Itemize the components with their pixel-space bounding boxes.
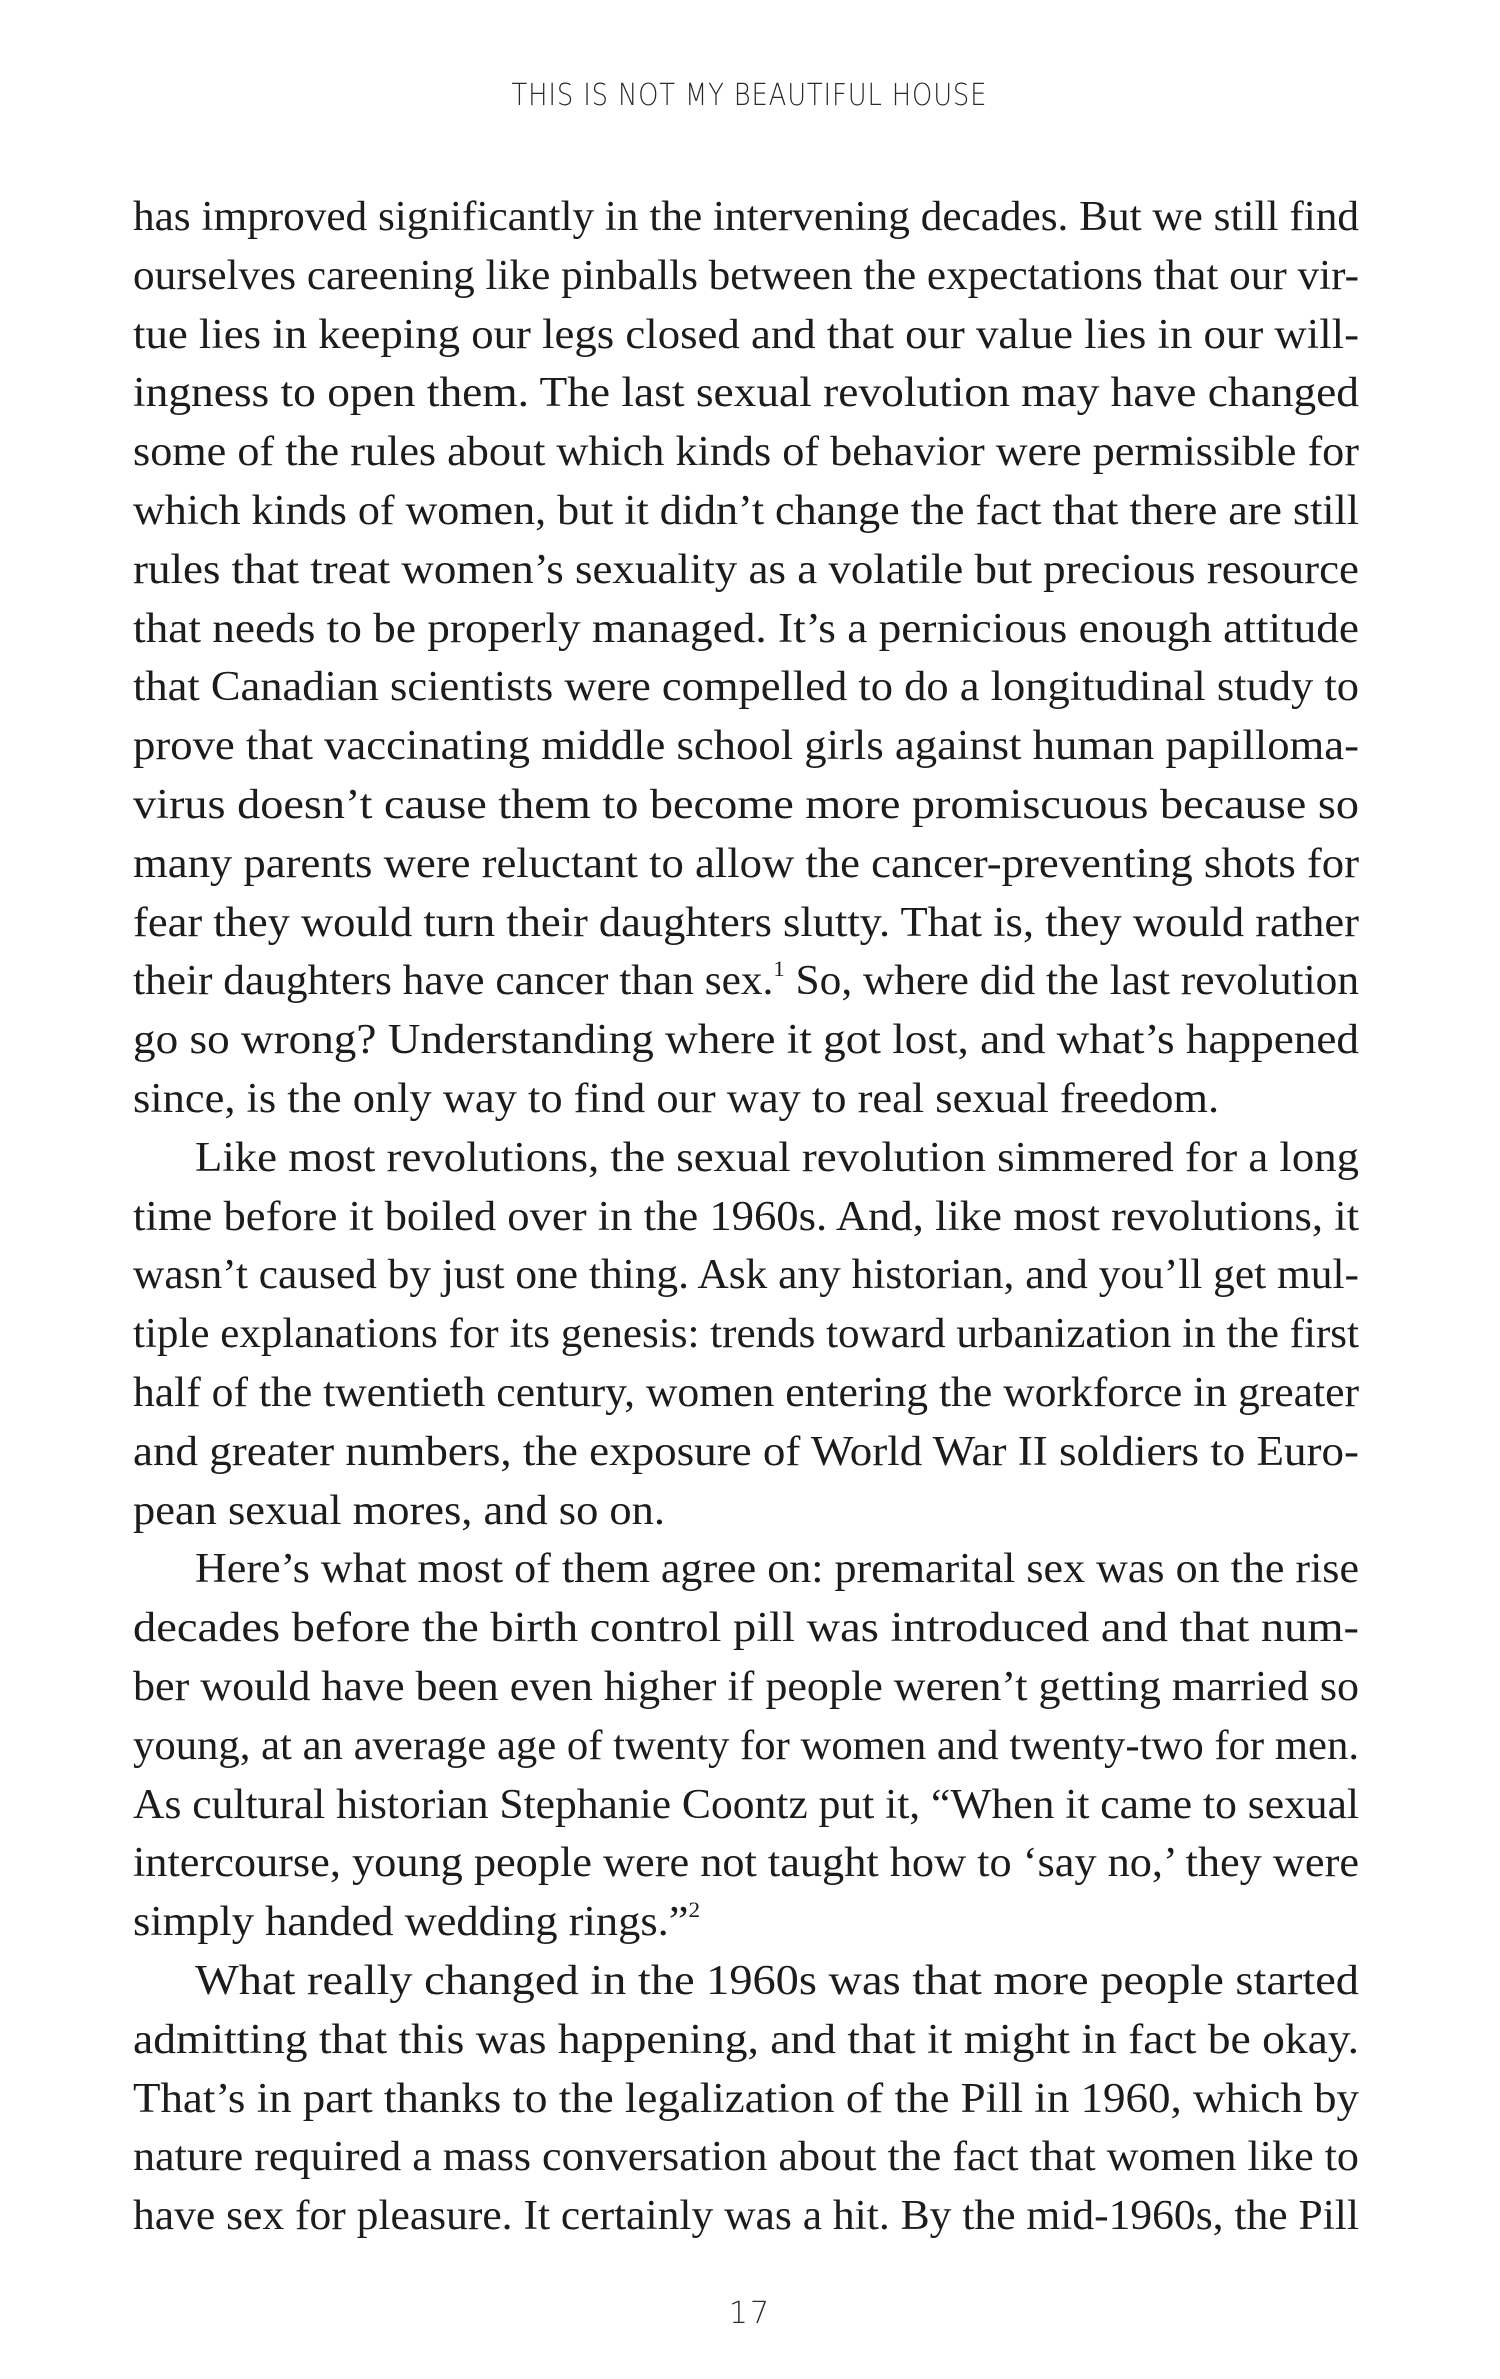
text-line-content [133, 952, 1359, 1011]
line-text: and greater numbers, the exposure of World War II soldiers to Euro- [133, 1428, 1359, 1475]
body-text [133, 188, 1359, 2246]
text-line-content [133, 1717, 1359, 1776]
text-line [133, 1776, 1359, 1835]
line-text: half of the twentieth century, women entering the workforce in greater [133, 1369, 1359, 1416]
footnote-marker[interactable]: 1 [773, 956, 785, 982]
text-line [133, 1717, 1359, 1776]
text-line [133, 835, 1359, 894]
line-text-after: So, where did the last revolution [784, 958, 1359, 1005]
text-line [133, 1952, 1359, 2011]
text-line-content [133, 1776, 1359, 1835]
line-text: That’s in part thanks to the legalization of the Pill in 1960, which by [133, 2075, 1359, 2122]
text-line-content [133, 1423, 1359, 1482]
line-text: go so wrong? Understanding where it got lost, and what’s happened [133, 1017, 1359, 1064]
text-line [133, 1599, 1359, 1658]
text-line [133, 1070, 1359, 1129]
text-line [133, 1129, 1359, 1188]
line-text: What really changed in the 1960s was that more people started [195, 1957, 1359, 2004]
line-text: wasn’t caused by just one thing. Ask any historian, and you’ll get mul- [133, 1252, 1359, 1299]
line-text: pean sexual mores, and so on. [133, 1487, 665, 1534]
line-text: that needs to be properly managed. It’s a pernicious enough attitude [133, 605, 1359, 652]
paragraph [133, 1540, 1359, 1952]
line-text: intercourse, young people were not taught how to ‘say no,’ they were [133, 1840, 1359, 1887]
text-line-content [133, 776, 1359, 835]
text-line [133, 482, 1359, 541]
line-text: tue lies in keeping our legs closed and that our value lies in our will- [133, 311, 1359, 358]
paragraph [133, 1952, 1359, 2246]
text-line-content [195, 1952, 1359, 2011]
text-line-content [133, 2187, 1359, 2246]
line-text: their daughters have cancer than sex. [133, 958, 774, 1005]
text-line-content [133, 2070, 1359, 2129]
line-text: simply handed wedding rings.” [133, 1899, 689, 1946]
text-line-content [133, 1011, 1359, 1070]
text-line-content [133, 1364, 1359, 1423]
text-line-content [133, 541, 1359, 600]
text-line [133, 1540, 1359, 1599]
text-line-content [133, 2128, 1359, 2187]
text-line [133, 2070, 1359, 2129]
line-text: nature required a mass conversation about the fact that women like to [133, 2134, 1359, 2181]
text-line [133, 2128, 1359, 2187]
text-line-content [133, 1834, 1359, 1893]
text-line [133, 600, 1359, 659]
text-line [133, 1893, 1359, 1952]
paragraph [133, 188, 1359, 1129]
text-line [133, 1364, 1359, 1423]
text-line-content [133, 1070, 1219, 1129]
text-line [133, 247, 1359, 306]
text-line [133, 1834, 1359, 1893]
text-line [133, 1246, 1359, 1305]
text-line [133, 188, 1359, 247]
line-text: fear they would turn their daughters slutty. That is, they would rather [133, 899, 1359, 946]
text-line-content [133, 658, 1359, 717]
text-line-content [133, 423, 1359, 482]
text-line-content [133, 1305, 1359, 1364]
line-text: decades before the birth control pill was introduced and that num- [133, 1605, 1360, 1652]
text-line [133, 717, 1359, 776]
text-line-content [133, 1188, 1359, 1247]
line-text: admitting that this was happening, and that it might in fact be okay. [133, 2016, 1360, 2063]
text-line-content [133, 2011, 1359, 2070]
paragraph [133, 1129, 1359, 1541]
text-line [133, 1423, 1359, 1482]
page-number: 17 [728, 2296, 772, 2331]
line-text: Here’s what most of them agree on: premarital sex was on the rise [195, 1546, 1359, 1593]
footnote-marker[interactable]: 2 [688, 1897, 701, 1923]
text-line [133, 658, 1359, 717]
line-text: ber would have been even higher if people weren’t getting married so [133, 1663, 1360, 1710]
text-line [133, 364, 1359, 423]
text-line-content [133, 835, 1359, 894]
text-line-content [133, 1599, 1359, 1658]
line-text: prove that vaccinating middle school girls against human papilloma- [133, 723, 1359, 770]
text-line-content [133, 1482, 665, 1541]
text-line-content [133, 188, 1359, 247]
text-line [133, 423, 1359, 482]
line-text: virus doesn’t cause them to become more promiscuous because so [133, 781, 1359, 828]
text-line [133, 2011, 1359, 2070]
line-text: time before it boiled over in the 1960s. And, like most revolutions, it [133, 1193, 1359, 1240]
line-text: tiple explanations for its genesis: trends toward urbanization in the first [133, 1311, 1359, 1358]
text-line [133, 894, 1359, 953]
line-text: some of the rules about which kinds of behavior were permissible for [133, 429, 1359, 476]
running-head: THIS IS NOT MY BEAUTIFUL HOUSE [511, 78, 988, 113]
line-text: which kinds of women, but it didn’t change the fact that there are still [133, 487, 1359, 534]
text-line [133, 2187, 1359, 2246]
line-text: Like most revolutions, the sexual revolution simmered for a long [195, 1134, 1359, 1181]
line-text: rules that treat women’s sexuality as a volatile but precious resource [133, 546, 1359, 593]
text-line-content [133, 364, 1359, 423]
line-text: since, is the only way to find our way to real sexual freedom. [133, 1075, 1220, 1122]
line-text: that Canadian scientists were compelled to do a longitudinal study to [133, 664, 1359, 711]
text-line [133, 1482, 1359, 1541]
text-line-content [133, 600, 1359, 659]
line-text: has improved significantly in the intervening decades. But we still find [133, 194, 1359, 240]
text-line [133, 1188, 1359, 1247]
line-text: have sex for pleasure. It certainly was a hit. By the mid-1960s, the Pill [133, 2193, 1359, 2240]
line-text: young, at an average age of twenty for women and twenty-two for men. [133, 1722, 1359, 1769]
text-line-content [133, 306, 1359, 365]
text-line-content [133, 717, 1359, 776]
text-line-content [133, 1658, 1359, 1717]
text-line-content [195, 1540, 1359, 1599]
text-line-content [133, 894, 1359, 953]
text-line-content [133, 247, 1359, 306]
line-text: As cultural historian Stephanie Coontz put it, “When it came to sexual [133, 1781, 1359, 1828]
line-text: ingness to open them. The last sexual revolution may have changed [133, 370, 1359, 417]
text-line [133, 776, 1359, 835]
text-line [133, 1658, 1359, 1717]
line-text: many parents were reluctant to allow the cancer-preventing shots for [133, 840, 1360, 887]
text-line [133, 1305, 1359, 1364]
text-line-content [195, 1129, 1359, 1188]
text-line [133, 541, 1359, 600]
text-line [133, 1011, 1359, 1070]
line-text: ourselves careening like pinballs between the expectations that our vir- [133, 252, 1359, 299]
text-line-content [133, 1893, 700, 1952]
text-line-content [133, 482, 1359, 541]
text-line [133, 306, 1359, 365]
text-line-content [133, 1246, 1359, 1305]
text-line [133, 952, 1359, 1011]
